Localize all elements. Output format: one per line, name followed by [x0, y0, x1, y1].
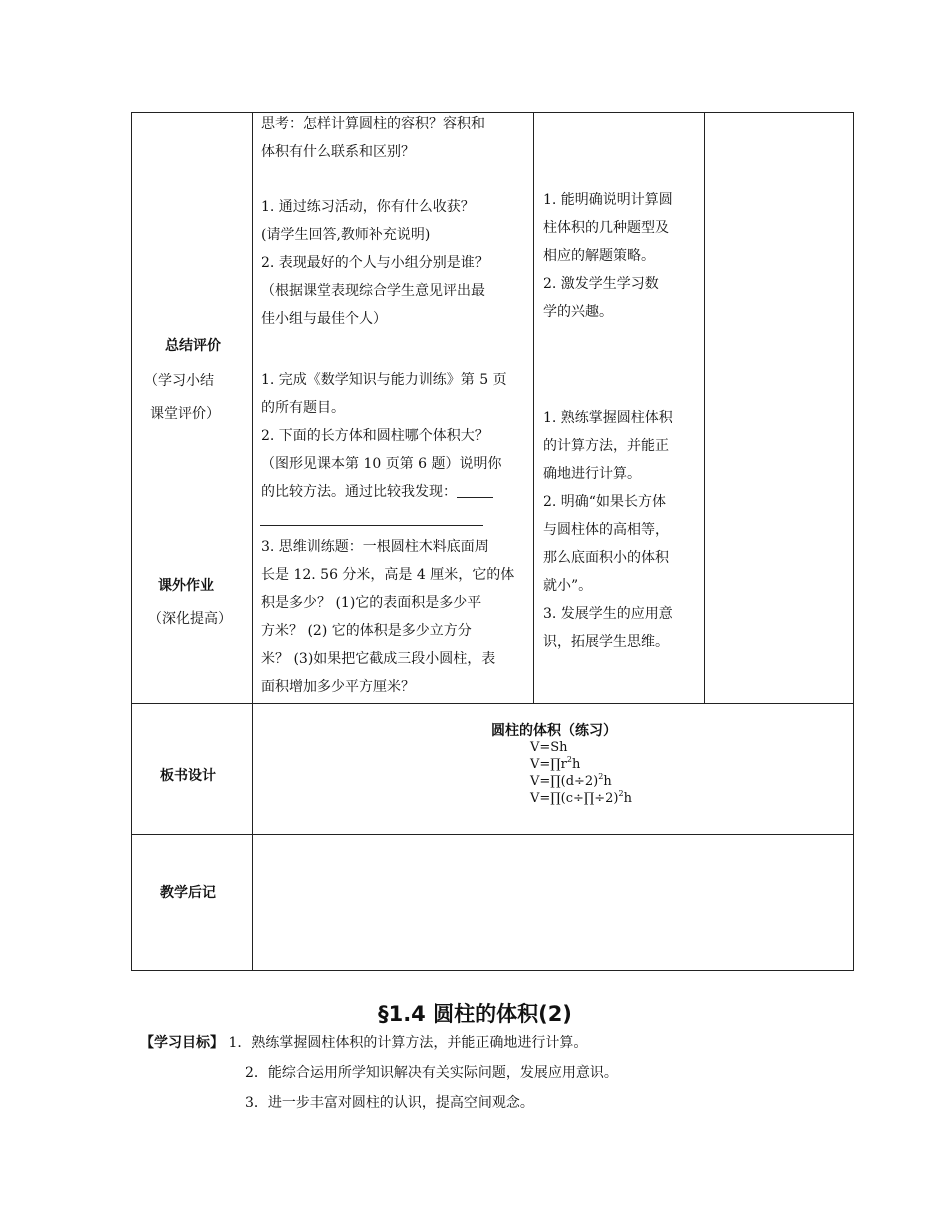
think-line-2: 体积有什么联系和区别？ — [261, 144, 415, 160]
table-col-divider-2 — [533, 112, 534, 704]
table-border-top — [131, 112, 854, 113]
homework-1: 1. 完成《数学知识与能力训练》第 5 页 — [261, 372, 507, 388]
question-2: 2. 表现最好的个人与小组分别是谁？ — [261, 255, 489, 271]
table-divider-reflection — [131, 834, 854, 835]
homework-2-cont-2-text: 的比较方法。通过比较我发现： — [261, 484, 457, 500]
question-1-note: (请学生回答,教师补充说明) — [261, 227, 431, 243]
cell-separator — [260, 525, 483, 526]
objective-b2-cont-2: 那么底面积小的体积 — [543, 550, 669, 566]
table-col-divider-3 — [704, 112, 705, 704]
goal-3: 3．进一步丰富对圆柱的认识，提高空间观念。 — [245, 1095, 534, 1111]
objective-1-cont-1: 柱体积的几种题型及 — [543, 220, 669, 236]
table-divider-board — [131, 703, 854, 704]
homework-2: 2. 下面的长方体和圆柱哪个体积大？ — [261, 428, 489, 444]
homework-item-3 — [261, 533, 514, 701]
objective-b3-cont: 识，拓展学生思维。 — [543, 634, 669, 650]
goal-1: 1．熟练掌握圆柱体积的计算方法，并能正确地进行计算。 — [228, 1035, 588, 1051]
formula-1: V=Sh — [530, 740, 568, 755]
summary-sublabel-2: 课堂评价） — [150, 406, 220, 422]
learning-goals — [140, 1028, 618, 1118]
objective-b1-cont-2: 确地进行计算。 — [543, 466, 641, 482]
question-2-note-1: （根据课堂表现综合学生意见评出最 — [261, 283, 485, 299]
objectives-summary — [543, 186, 673, 326]
summary-sublabel-1: （学习小结 — [144, 373, 214, 389]
objective-1: 1. 能明确说明计算圆 — [543, 192, 673, 208]
goal-2: 2．能综合运用所学知识解决有关实际问题，发展应用意识。 — [245, 1065, 618, 1081]
board-design-label: 板书设计 — [160, 768, 216, 784]
reflection-label: 教学后记 — [160, 885, 216, 901]
homework-items — [261, 366, 507, 506]
question-1: 1. 通过练习活动，你有什么收获？ — [261, 199, 475, 215]
formula-4 — [530, 790, 632, 807]
formula-2-exponent: 2 — [566, 755, 572, 764]
objective-b2-cont-3: 就小”。 — [543, 578, 593, 594]
homework-3-cont-4: 米？ (3)如果把它截成三段小圆柱，表 — [261, 651, 496, 667]
objective-b1-cont-1: 的计算方法，并能正 — [543, 438, 669, 454]
homework-label: 课外作业 — [158, 578, 214, 594]
homework-3-cont-2: 积是多少？ (1)它的表面积是多少平 — [261, 595, 482, 611]
formula-3-exponent: 2 — [598, 772, 604, 781]
homework-sublabel: （深化提高） — [148, 611, 232, 627]
homework-2-cont-1: （图形见课本第 10 页第 6 题）说明你 — [261, 456, 502, 472]
homework-2-cont-2 — [261, 478, 507, 506]
table-border-right — [853, 112, 854, 971]
objective-2: 2. 激发学生学习数 — [543, 276, 659, 292]
formula-2-tail: h — [571, 757, 581, 772]
objectives-homework — [543, 404, 673, 656]
homework-3-cont-5: 面积增加多少平方厘米？ — [261, 679, 415, 695]
homework-1-cont: 的所有题目。 — [261, 400, 345, 416]
fill-in-blank — [457, 497, 493, 498]
board-title: 圆柱的体积（练习） — [491, 723, 617, 739]
table-col-divider-1 — [252, 112, 253, 971]
formula-2 — [530, 756, 632, 773]
objective-b2-cont-1: 与圆柱体的高相等， — [543, 522, 669, 538]
activity-column — [261, 110, 485, 166]
formula-3-main: V=∏(d÷2) — [530, 774, 599, 789]
homework-3-cont-3: 方米？ (2) 它的体积是多少立方分 — [261, 623, 472, 639]
homework-3: 3. 思维训练题：一根圆柱木料底面周 — [261, 539, 489, 555]
formula-4-tail: h — [623, 791, 632, 806]
summary-label: 总结评价 — [165, 338, 221, 354]
board-formulas — [530, 739, 632, 807]
goals-label: 【学习目标】 — [140, 1035, 224, 1051]
objective-b1: 1. 熟练掌握圆柱体积 — [543, 410, 673, 426]
question-2-note-2: 佳小组与最佳个人） — [261, 311, 387, 327]
formula-4-main: V=∏(c÷∏÷2) — [530, 791, 619, 806]
objective-b3: 3. 发展学生的应用意 — [543, 606, 673, 622]
goal-row-1 — [140, 1028, 618, 1058]
objective-1-cont-2: 相应的解题策略。 — [543, 248, 655, 264]
formula-3 — [530, 773, 632, 790]
objective-2-cont: 学的兴趣。 — [543, 304, 613, 320]
table-border-left — [131, 112, 132, 971]
formula-3-tail: h — [603, 774, 612, 789]
formula-2-main: V=∏r — [530, 757, 567, 772]
section-heading: §1.4 圆柱的体积(2) — [378, 1002, 572, 1026]
formula-4-exponent: 2 — [618, 789, 624, 798]
think-line-1: 思考：怎样计算圆柱的容积？容积和 — [261, 116, 485, 132]
objective-b2: 2. 明确“如果长方体 — [543, 494, 666, 510]
summary-questions — [261, 193, 489, 333]
table-border-bottom — [131, 970, 854, 971]
homework-3-cont-1: 长是 12. 56 分米，高是 4 厘米，它的体 — [261, 567, 515, 583]
